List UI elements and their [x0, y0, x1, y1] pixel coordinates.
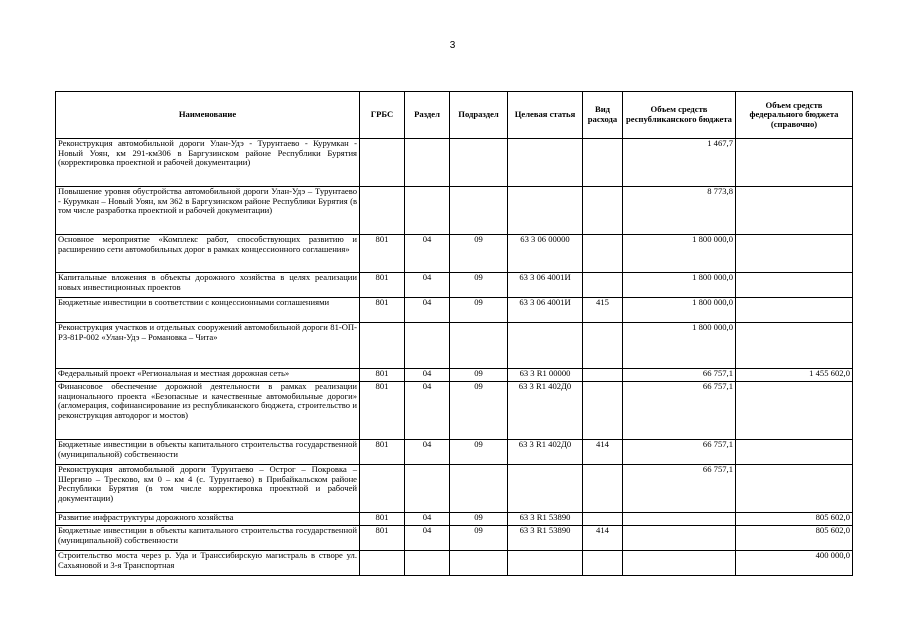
row-grbs: 801	[360, 513, 405, 526]
row-federal-funds	[736, 323, 853, 369]
row-federal-funds: 1 455 602,0	[736, 369, 853, 382]
header-row	[56, 92, 853, 139]
row-section: 04	[405, 440, 450, 465]
row-republic-funds: 1 800 000,0	[623, 298, 736, 323]
table-row	[56, 235, 853, 273]
row-name: Финансовое обеспечение дорожной деятельности в рамках реализации национального проекта «Безопасные и качественные автомобильные дороги» (агломерация, софинансирование из республиканского бюджета, строительство и реконструкция автодорог и мостов)	[56, 382, 360, 440]
table-row	[56, 526, 853, 551]
row-section: 04	[405, 526, 450, 551]
row-federal-funds: 805 602,0	[736, 513, 853, 526]
row-section	[405, 551, 450, 576]
row-republic-funds: 66 757,1	[623, 440, 736, 465]
row-federal-funds	[736, 465, 853, 513]
row-federal-funds	[736, 298, 853, 323]
row-expense-type	[583, 369, 623, 382]
row-republic-funds: 66 757,1	[623, 382, 736, 440]
row-subsection	[450, 187, 508, 235]
header-grbs: ГРБС	[360, 92, 405, 139]
row-republic-funds	[623, 551, 736, 576]
row-target-item	[508, 139, 583, 187]
row-section: 04	[405, 235, 450, 273]
row-target-item	[508, 187, 583, 235]
row-target-item	[508, 465, 583, 513]
table-row	[56, 382, 853, 440]
row-republic-funds: 66 757,1	[623, 369, 736, 382]
row-grbs: 801	[360, 382, 405, 440]
row-section	[405, 465, 450, 513]
page-number: 3	[449, 40, 456, 51]
row-section: 04	[405, 369, 450, 382]
row-subsection: 09	[450, 298, 508, 323]
header-federal-funds: Объем средств федерального бюджета (справочно)	[736, 92, 853, 139]
row-section: 04	[405, 513, 450, 526]
row-republic-funds: 1 800 000,0	[623, 273, 736, 298]
row-grbs	[360, 187, 405, 235]
row-expense-type	[583, 323, 623, 369]
row-grbs	[360, 465, 405, 513]
table-row	[56, 273, 853, 298]
row-federal-funds	[736, 139, 853, 187]
row-section: 04	[405, 382, 450, 440]
table-body	[56, 139, 853, 576]
row-target-item: 63 3 06 4001И	[508, 298, 583, 323]
table-row	[56, 551, 853, 576]
row-subsection	[450, 323, 508, 369]
row-name: Реконструкция автомобильной дороги Турунтаево – Острог – Покровка – Шергино – Тресково, км 0 – км 4 (с. Турунтаево) в Прибайкальском районе Республики Бурятия (в том числе корректировка проектной и рабочей документации)	[56, 465, 360, 513]
row-federal-funds: 805 602,0	[736, 526, 853, 551]
row-name: Бюджетные инвестиции в соответствии с концессионными соглашениями	[56, 298, 360, 323]
row-federal-funds	[736, 187, 853, 235]
table-row	[56, 513, 853, 526]
table-header	[56, 92, 853, 139]
row-name: Федеральный проект «Региональная и местная дорожная сеть»	[56, 369, 360, 382]
row-subsection: 09	[450, 273, 508, 298]
header-name: Наименование	[56, 92, 360, 139]
row-grbs	[360, 323, 405, 369]
row-expense-type	[583, 235, 623, 273]
row-target-item	[508, 551, 583, 576]
row-target-item	[508, 323, 583, 369]
header-republic-funds: Объем средств республиканского бюджета	[623, 92, 736, 139]
row-grbs: 801	[360, 440, 405, 465]
header-section: Раздел	[405, 92, 450, 139]
row-name: Строительство моста через р. Уда и Транссибирскую магистраль в створе ул. Сахьяновой и 3-я Транспортная	[56, 551, 360, 576]
row-grbs: 801	[360, 273, 405, 298]
row-name: Бюджетные инвестиции в объекты капитального строительства государственной (муниципальной) собственности	[56, 526, 360, 551]
row-subsection: 09	[450, 382, 508, 440]
row-section	[405, 139, 450, 187]
table-row	[56, 440, 853, 465]
row-grbs: 801	[360, 298, 405, 323]
row-section: 04	[405, 273, 450, 298]
row-republic-funds: 1 800 000,0	[623, 323, 736, 369]
row-subsection	[450, 139, 508, 187]
row-grbs	[360, 551, 405, 576]
row-republic-funds: 66 757,1	[623, 465, 736, 513]
row-target-item: 63 3 R1 402Д0	[508, 382, 583, 440]
table-row	[56, 465, 853, 513]
row-section	[405, 323, 450, 369]
row-expense-type	[583, 187, 623, 235]
row-federal-funds	[736, 273, 853, 298]
row-republic-funds	[623, 526, 736, 551]
header-expense-type: Вид расхода	[583, 92, 623, 139]
row-name: Развитие инфраструктуры дорожного хозяйства	[56, 513, 360, 526]
row-expense-type	[583, 273, 623, 298]
budget-table	[55, 91, 853, 576]
row-name: Повышение уровня обустройства автомобильной дороги Улан-Удэ – Турунтаево - Курумкан – Новый Уоян, км 362 в Баргузинском районе Республики Бурятия (в том числе разработка проектной и рабочей документации)	[56, 187, 360, 235]
row-grbs	[360, 139, 405, 187]
table-row	[56, 139, 853, 187]
row-subsection: 09	[450, 513, 508, 526]
row-expense-type	[583, 551, 623, 576]
row-federal-funds: 400 000,0	[736, 551, 853, 576]
row-grbs: 801	[360, 526, 405, 551]
row-target-item: 63 3 R1 53890	[508, 526, 583, 551]
row-name: Реконструкция автомобильной дороги Улан-Удэ - Турунтаево - Курумкан - Новый Уоян, км 291-км306 в Баргузинском районе Республики Бурятия (корректировка проектной и рабочей документации)	[56, 139, 360, 187]
row-subsection: 09	[450, 440, 508, 465]
row-subsection: 09	[450, 235, 508, 273]
row-target-item: 63 3 R1 53890	[508, 513, 583, 526]
row-target-item: 63 3 06 4001И	[508, 273, 583, 298]
row-grbs: 801	[360, 235, 405, 273]
row-expense-type: 414	[583, 440, 623, 465]
row-section	[405, 187, 450, 235]
row-target-item: 63 3 R1 402Д0	[508, 440, 583, 465]
row-target-item: 63 3 R1 00000	[508, 369, 583, 382]
table-row	[56, 187, 853, 235]
row-federal-funds	[736, 440, 853, 465]
row-republic-funds: 8 773,8	[623, 187, 736, 235]
row-target-item: 63 3 06 00000	[508, 235, 583, 273]
row-republic-funds: 1 800 000,0	[623, 235, 736, 273]
table-row	[56, 369, 853, 382]
row-expense-type	[583, 513, 623, 526]
table-row	[56, 298, 853, 323]
row-federal-funds	[736, 382, 853, 440]
row-name: Реконструкция участков и отдельных сооружений автомобильной дороги 81-ОП-РЗ-81Р-002 «Улан-Удэ – Романовка – Чита»	[56, 323, 360, 369]
row-name: Бюджетные инвестиции в объекты капитального строительства государственной (муниципальной) собственности	[56, 440, 360, 465]
row-subsection: 09	[450, 526, 508, 551]
header-target-item: Целевая статья	[508, 92, 583, 139]
row-expense-type	[583, 139, 623, 187]
row-expense-type	[583, 465, 623, 513]
row-republic-funds: 1 467,7	[623, 139, 736, 187]
row-subsection: 09	[450, 369, 508, 382]
row-republic-funds	[623, 513, 736, 526]
header-subsection: Подраздел	[450, 92, 508, 139]
row-federal-funds	[736, 235, 853, 273]
table-row	[56, 323, 853, 369]
row-subsection	[450, 551, 508, 576]
row-expense-type: 414	[583, 526, 623, 551]
row-name: Капитальные вложения в объекты дорожного хозяйства в целях реализации новых инвестиционных проектов	[56, 273, 360, 298]
row-expense-type: 415	[583, 298, 623, 323]
row-section: 04	[405, 298, 450, 323]
row-subsection	[450, 465, 508, 513]
row-expense-type	[583, 382, 623, 440]
row-grbs: 801	[360, 369, 405, 382]
row-name: Основное мероприятие «Комплекс работ, способствующих развитию и расширению сети автомобильных дорог в рамках концессионного соглашения»	[56, 235, 360, 273]
